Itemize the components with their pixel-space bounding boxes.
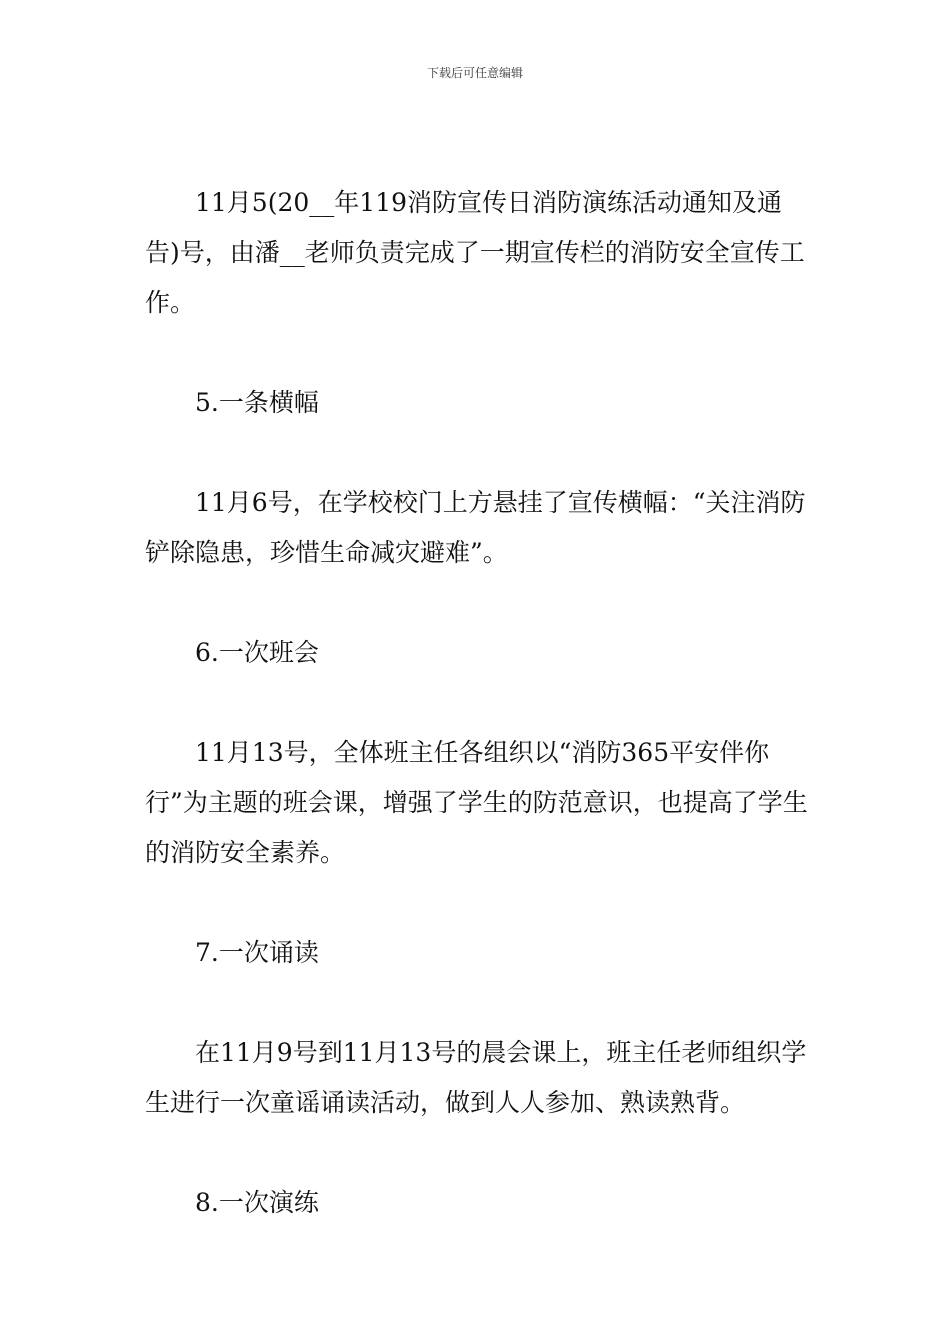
spacer — [145, 1128, 810, 1178]
spacer — [145, 428, 810, 478]
spacer — [145, 328, 810, 378]
heading-drill: 8.一次演练 — [195, 1188, 319, 1217]
heading-class-meeting: 6.一次班会 — [195, 638, 319, 667]
heading-recitation: 7.一次诵读 — [195, 938, 319, 967]
page-header-note: 下载后可任意编辑 — [426, 66, 523, 80]
paragraph-recitation: 在11月9号到11月13号的晨会课上，班主任老师组织学生进行一次童谣诵读活动，做到人人参加、熟读熟背。 — [145, 1038, 807, 1117]
spacer — [145, 878, 810, 928]
document-body — [145, 178, 810, 1228]
paragraph-bulletin-board: 11月5(20__年119消防宣传日消防演练活动通知及通告)号，由潘__老师负责完成了一期宣传栏的消防安全宣传工作。 — [145, 188, 805, 317]
paragraph-class-meeting: 11月13号，全体班主任各组织以“消防365平安伴你行”为主题的班会课，增强了学生的防范意识，也提高了学生的消防安全素养。 — [145, 738, 808, 867]
spacer — [145, 578, 810, 628]
spacer — [145, 978, 810, 1028]
heading-banner: 5.一条横幅 — [195, 388, 319, 417]
spacer — [145, 678, 810, 728]
paragraph-banner: 11月6号，在学校校门上方悬挂了宣传横幅：“关注消防铲除隐患，珍惜生命减灾避难”。 — [145, 488, 806, 567]
